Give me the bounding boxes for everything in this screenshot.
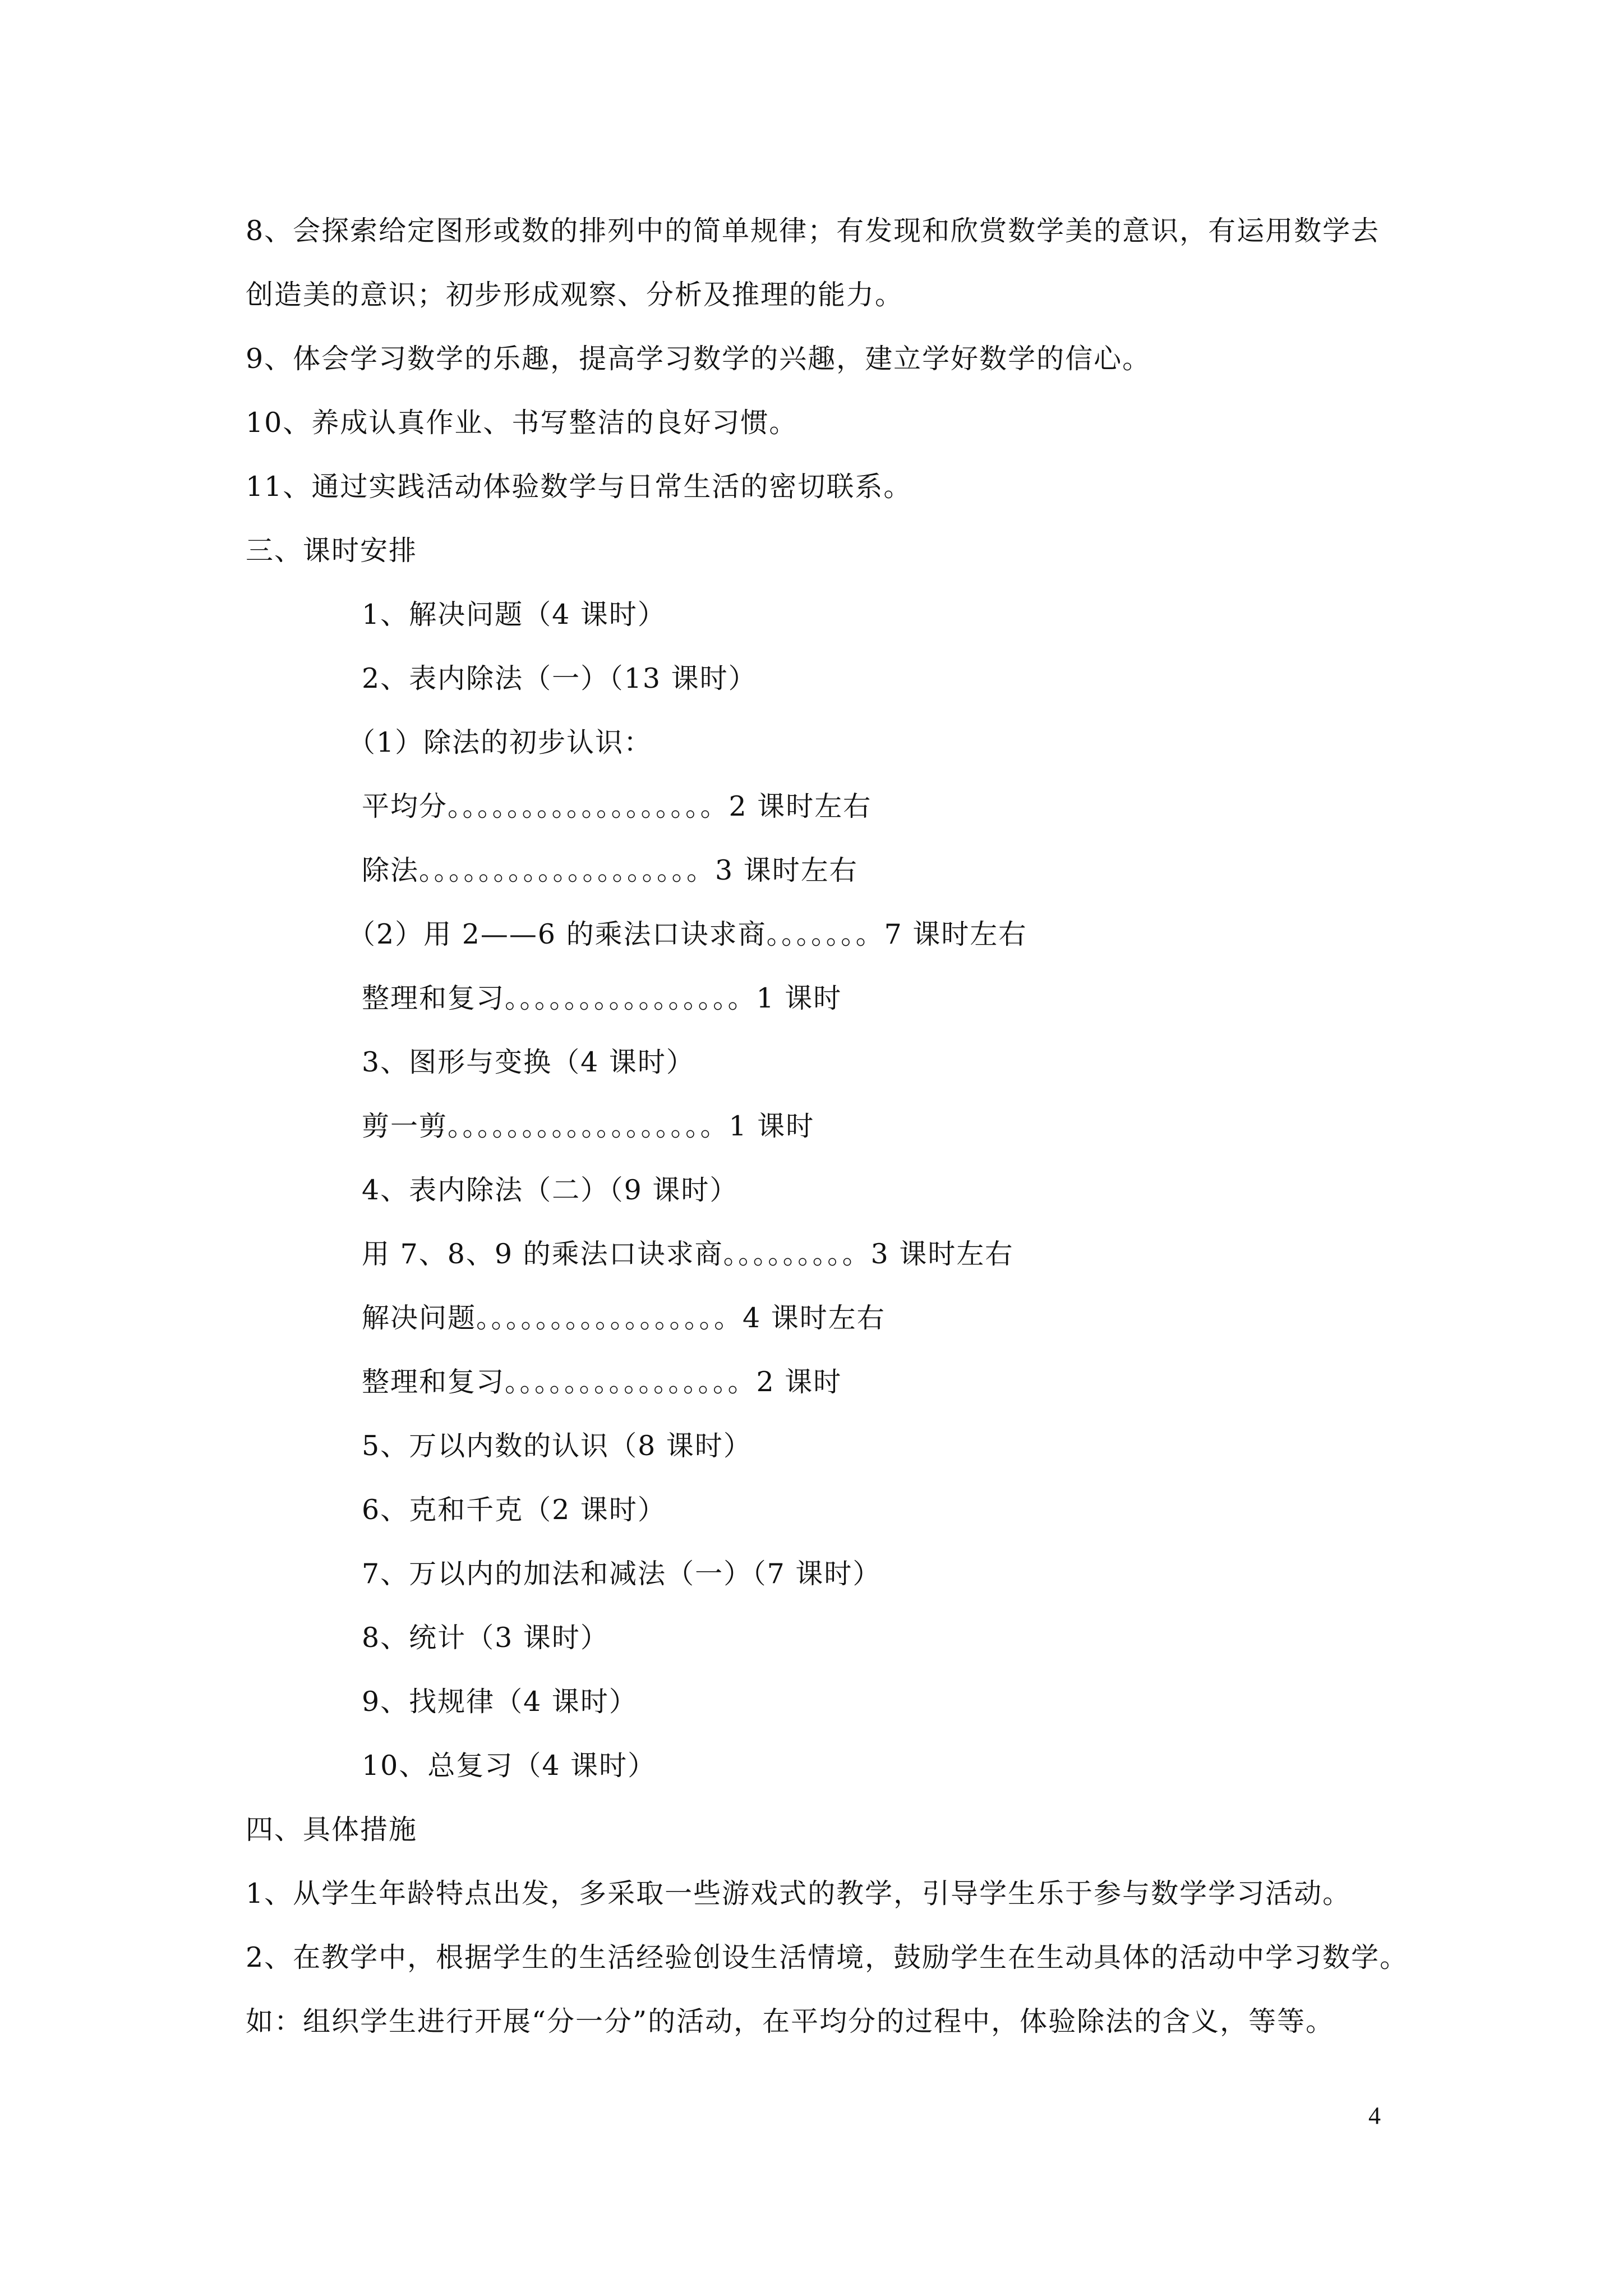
schedule-entry: 平均分。。。。。。。。。。。。。。。。。。2 课时左右 <box>362 790 872 822</box>
schedule-item: 2、表内除法（一）（13 课时） <box>362 662 757 694</box>
paragraph-line: 11、通过实践活动体验数学与日常生活的密切联系。 <box>246 471 912 503</box>
schedule-item: 4、表内除法（二）（9 课时） <box>362 1174 739 1206</box>
schedule-item: 9、找规律（4 课时） <box>362 1686 638 1718</box>
schedule-item: 7、万以内的加法和减法（一）（7 课时） <box>362 1558 882 1590</box>
paragraph-line: 10、养成认真作业、书写整洁的良好习惯。 <box>246 407 798 439</box>
schedule-entry: 整理和复习。。。。。。。。。。。。。。。。2 课时 <box>362 1366 842 1398</box>
schedule-item: 3、图形与变换（4 课时） <box>362 1046 695 1078</box>
schedule-entry: 除法。。。。。。。。。。。。。。。。。。。3 课时左右 <box>362 854 858 886</box>
paragraph-line: 1、从学生年龄特点出发，多采取一些游戏式的教学，引导学生乐于参与数学学习活动。 <box>246 1878 1352 1910</box>
schedule-entry: 用 7、8、9 的乘法口诀求商。。。。。。。。。3 课时左右 <box>362 1238 1014 1270</box>
schedule-item: 5、万以内数的认识（8 课时） <box>362 1430 752 1462</box>
schedule-item: 8、统计（3 课时） <box>362 1622 609 1654</box>
schedule-item: 6、克和千克（2 课时） <box>362 1494 666 1526</box>
schedule-item: 1、解决问题（4 课时） <box>362 599 666 631</box>
schedule-subitem: （1）除法的初步认识： <box>348 726 653 758</box>
schedule-item: 10、总复习（4 课时） <box>362 1750 657 1782</box>
schedule-entry: 剪一剪。。。。。。。。。。。。。。。。。。1 课时 <box>362 1110 815 1142</box>
section-heading: 四、具体措施 <box>246 1814 418 1846</box>
paragraph-line: 8、会探索给定图形或数的排列中的简单规律；有发现和欣赏数学美的意识，有运用数学去 <box>246 215 1380 247</box>
schedule-entry: 解决问题。。。。。。。。。。。。。。。。。4 课时左右 <box>362 1302 886 1334</box>
schedule-subitem: （2）用 2——6 的乘法口诀求商。。。。。。。7 课时左右 <box>348 918 1027 950</box>
schedule-entry: 整理和复习。。。。。。。。。。。。。。。。1 课时 <box>362 982 842 1014</box>
page-number: 4 <box>1368 2102 1381 2129</box>
paragraph-line: 创造美的意识；初步形成观察、分析及推理的能力。 <box>246 279 904 311</box>
paragraph-line: 如：组织学生进行开展“分一分”的活动，在平均分的过程中，体验除法的含义，等等。 <box>246 2005 1335 2037</box>
paragraph-line: 2、在教学中，根据学生的生活经验创设生活情境，鼓励学生在生动具体的活动中学习数学。 <box>246 1941 1409 1973</box>
section-heading: 三、课时安排 <box>246 535 418 567</box>
paragraph-line: 9、体会学习数学的乐趣，提高学习数学的兴趣，建立学好数学的信心。 <box>246 343 1151 375</box>
